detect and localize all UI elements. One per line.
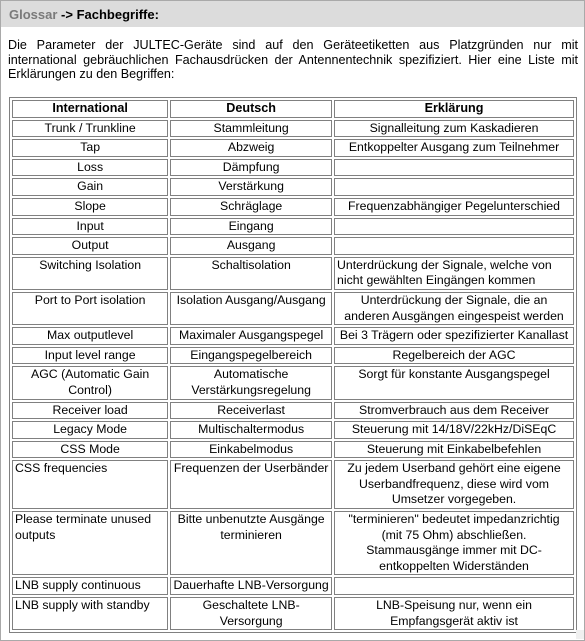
cell-deutsch: Stammleitung bbox=[170, 120, 332, 138]
cell-international: LNB supply continuous bbox=[12, 577, 168, 595]
cell-deutsch: Receiverlast bbox=[170, 402, 332, 420]
cell-international: Loss bbox=[12, 159, 168, 177]
cell-international: AGC (Automatic Gain Control) bbox=[12, 366, 168, 399]
cell-international: Output bbox=[12, 237, 168, 255]
cell-erklaerung: LNB-Speisung nur, wenn ein Empfangsgerät aktiv ist bbox=[334, 597, 574, 630]
table-row bbox=[12, 597, 574, 630]
cell-erklaerung: Unterdrückung der Signale, welche von nicht gewählten Eingängen kommen bbox=[334, 257, 574, 290]
table-row bbox=[12, 327, 574, 345]
table-row bbox=[12, 460, 574, 509]
cell-international: Input bbox=[12, 218, 168, 236]
cell-erklaerung: Bei 3 Trägern oder spezifizierter Kanallast bbox=[334, 327, 574, 345]
cell-deutsch: Isolation Ausgang/Ausgang bbox=[170, 292, 332, 325]
intro-text: Die Parameter der JULTEC-Geräte sind auf den Geräteetiketten aus Platzgründen nur mit international gebräuchlichen Fachausdrücken der Antennentechnik spezifiziert. Hier eine Liste mit Erklärungen zu den Begriffen: bbox=[8, 38, 578, 81]
cell-international: Receiver load bbox=[12, 402, 168, 420]
cell-erklaerung bbox=[334, 178, 574, 196]
cell-international: Tap bbox=[12, 139, 168, 157]
table-row bbox=[12, 421, 574, 439]
cell-international: LNB supply with standby bbox=[12, 597, 168, 630]
table-row bbox=[12, 178, 574, 196]
table-row bbox=[12, 511, 574, 575]
glossary-table bbox=[9, 97, 577, 633]
page-title: Fachbegriffe: bbox=[76, 7, 159, 22]
table-row bbox=[12, 139, 574, 157]
cell-erklaerung bbox=[334, 577, 574, 595]
cell-deutsch: Dämpfung bbox=[170, 159, 332, 177]
table-row bbox=[12, 237, 574, 255]
table-row bbox=[12, 402, 574, 420]
cell-erklaerung bbox=[334, 218, 574, 236]
cell-erklaerung bbox=[334, 159, 574, 177]
cell-international: Port to Port isolation bbox=[12, 292, 168, 325]
cell-international: CSS frequencies bbox=[12, 460, 168, 509]
cell-erklaerung bbox=[334, 237, 574, 255]
table-header-row bbox=[12, 100, 574, 118]
cell-deutsch: Automatische Verstärkungsregelung bbox=[170, 366, 332, 399]
table-row bbox=[12, 198, 574, 216]
cell-erklaerung: Signalleitung zum Kaskadieren bbox=[334, 120, 574, 138]
table-row bbox=[12, 257, 574, 290]
cell-erklaerung: Stromverbrauch aus dem Receiver bbox=[334, 402, 574, 420]
cell-deutsch: Verstärkung bbox=[170, 178, 332, 196]
cell-international: Input level range bbox=[12, 347, 168, 365]
table-row bbox=[12, 441, 574, 459]
breadcrumb-glossar-link[interactable]: Glossar bbox=[9, 7, 58, 22]
cell-deutsch: Eingang bbox=[170, 218, 332, 236]
cell-deutsch: Schaltisolation bbox=[170, 257, 332, 290]
cell-international: Legacy Mode bbox=[12, 421, 168, 439]
cell-international: Max outputlevel bbox=[12, 327, 168, 345]
cell-international: Slope bbox=[12, 198, 168, 216]
cell-erklaerung: Steuerung mit Einkabelbefehlen bbox=[334, 441, 574, 459]
cell-deutsch: Eingangspegelbereich bbox=[170, 347, 332, 365]
cell-deutsch: Frequenzen der Userbänder bbox=[170, 460, 332, 509]
cell-deutsch: Ausgang bbox=[170, 237, 332, 255]
breadcrumb bbox=[9, 7, 159, 22]
scrollbar-corner[interactable] bbox=[576, 630, 584, 639]
cell-erklaerung: Unterdrückung der Signale, die an anderen Ausgängen eingespeist werden bbox=[334, 292, 574, 325]
cell-erklaerung: "terminieren" bedeutet impedanzrichtig (mit 75 Ohm) abschließen. Stammausgänge immer mit DC-entkoppelten Widerständen bbox=[334, 511, 574, 575]
cell-erklaerung: Entkoppelter Ausgang zum Teilnehmer bbox=[334, 139, 574, 157]
table-row bbox=[12, 577, 574, 595]
column-header-deutsch: Deutsch bbox=[170, 100, 332, 118]
page-header bbox=[1, 1, 584, 27]
cell-international: Please terminate unused outputs bbox=[12, 511, 168, 575]
cell-international: Switching Isolation bbox=[12, 257, 168, 290]
cell-erklaerung: Steuerung mit 14/18V/22kHz/DiSEqC bbox=[334, 421, 574, 439]
table-row bbox=[12, 218, 574, 236]
cell-erklaerung: Regelbereich der AGC bbox=[334, 347, 574, 365]
cell-deutsch: Einkabelmodus bbox=[170, 441, 332, 459]
cell-erklaerung: Zu jedem Userband gehört eine eigene Userbandfrequenz, diese wird vom Umsetzer vorgegeben. bbox=[334, 460, 574, 509]
table-row bbox=[12, 159, 574, 177]
cell-deutsch: Multischaltermodus bbox=[170, 421, 332, 439]
cell-international: CSS Mode bbox=[12, 441, 168, 459]
table-row bbox=[12, 366, 574, 399]
column-header-erklaerung: Erklärung bbox=[334, 100, 574, 118]
table-row bbox=[12, 347, 574, 365]
cell-deutsch: Abzweig bbox=[170, 139, 332, 157]
cell-deutsch: Maximaler Ausgangspegel bbox=[170, 327, 332, 345]
cell-deutsch: Geschaltete LNB-Versorgung bbox=[170, 597, 332, 630]
table-row bbox=[12, 120, 574, 138]
cell-deutsch: Schräglage bbox=[170, 198, 332, 216]
cell-deutsch: Bitte unbenutzte Ausgänge terminieren bbox=[170, 511, 332, 575]
cell-erklaerung: Sorgt für konstante Ausgangspegel bbox=[334, 366, 574, 399]
cell-erklaerung: Frequenzabhängiger Pegelunterschied bbox=[334, 198, 574, 216]
cell-international: Gain bbox=[12, 178, 168, 196]
column-header-international: International bbox=[12, 100, 168, 118]
table-row bbox=[12, 292, 574, 325]
cell-deutsch: Dauerhafte LNB-Versorgung bbox=[170, 577, 332, 595]
cell-international: Trunk / Trunkline bbox=[12, 120, 168, 138]
breadcrumb-arrow: -> bbox=[57, 7, 77, 22]
